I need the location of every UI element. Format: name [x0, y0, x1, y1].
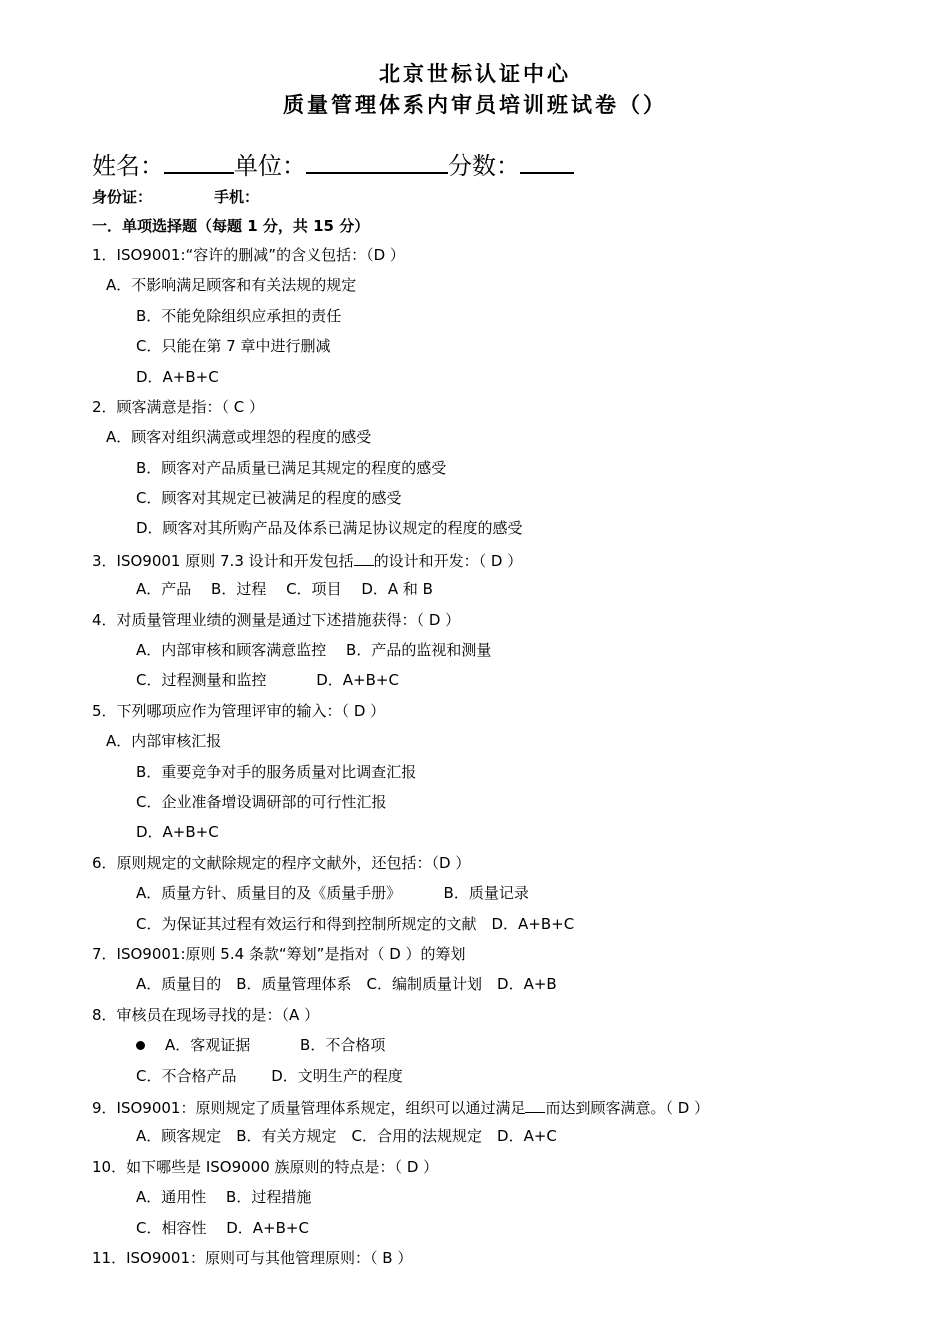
- option-line: A．质量方针、质量目的及《质量手册》 B．质量记录: [136, 884, 529, 902]
- phone-label: 手机：: [214, 188, 260, 206]
- option-line: B．重要竞争对手的服务质量对比调查汇报: [136, 763, 417, 781]
- question-8: 8．审核员在现场寻找的是：（A ）: [92, 1006, 320, 1024]
- option-line: D．A+B+C: [136, 823, 219, 841]
- option-line: A．顾客规定 B．有关方规定 C．合用的法规规定 D．A+C: [136, 1127, 557, 1145]
- id-phone-line: [92, 186, 259, 207]
- question-9: 9．ISO9001：原则规定了质量管理体系规定，组织可以通过满足 而达到顾客满意。（ D ）: [92, 1099, 710, 1117]
- doc-title-exam: 质量管理体系内审员培训班试卷（）: [283, 92, 667, 117]
- option-line: A．不影响满足顾客和有关法规的规定: [106, 276, 357, 294]
- option-line: A．内部审核和顾客满意监控 B．产品的监视和测量: [136, 641, 492, 659]
- option-line: A．质量目的 B．质量管理体系 C．编制质量计划 D．A+B: [136, 975, 557, 993]
- unit-blank[interactable]: [306, 150, 448, 174]
- option-line: C．只能在第 7 章中进行删减: [136, 337, 331, 355]
- fill-blank: [525, 1097, 545, 1113]
- question-1: 1．ISO9001:“容许的删减”的含义包括：（D ）: [92, 246, 405, 264]
- question-4: 4．对质量管理业绩的测量是通过下述措施获得：（ D ）: [92, 611, 461, 629]
- fill-blank: [354, 550, 374, 566]
- score-blank[interactable]: [520, 150, 574, 174]
- name-label: 姓名：: [92, 152, 164, 180]
- bullet-icon: [136, 1041, 145, 1050]
- option-line: C．为保证其过程有效运行和得到控制所规定的文献 D．A+B+C: [136, 915, 575, 933]
- option-line: C．相容性 D．A+B+C: [136, 1219, 309, 1237]
- option-line: C．顾客对其规定已被满足的程度的感受: [136, 489, 402, 507]
- question-2: 2．顾客满意是指：（ C ）: [92, 398, 265, 416]
- question-3: 3．ISO9001 原则 7.3 设计和开发包括 的设计和开发：（ D ）: [92, 552, 523, 570]
- question-6: 6．原则规定的文献除规定的程序文献外，还包括：（D ）: [92, 854, 471, 872]
- option-line: C．过程测量和监控 D．A+B+C: [136, 671, 399, 689]
- option-line: A．通用性 B．过程措施: [136, 1188, 312, 1206]
- option-line: D．A+B+C: [136, 368, 219, 386]
- question-11: 11．ISO9001：原则可与其他管理原则：（ B ）: [92, 1249, 413, 1267]
- option-line: A．客观证据 B．不合格项: [136, 1036, 385, 1054]
- option-line: A．顾客对组织满意或埋怨的程度的感受: [106, 428, 372, 446]
- option-line: D．顾客对其所购产品及体系已满足协议规定的程度的感受: [136, 519, 523, 537]
- option-line: C．企业准备增设调研部的可行性汇报: [136, 793, 387, 811]
- question-10: 10．如下哪些是 ISO9000 族原则的特点是：（ D ）: [92, 1158, 439, 1176]
- option-line: B．不能免除组织应承担的责任: [136, 307, 342, 325]
- option-line: A．产品 B．过程 C．项目 D．A 和 B: [136, 580, 433, 598]
- info-line: [92, 150, 574, 181]
- id-label: 身份证：: [92, 188, 153, 206]
- unit-label: 单位：: [234, 152, 306, 180]
- question-7: 7．ISO9001:原则 5.4 条款“筹划”是指对（ D ）的筹划: [92, 945, 466, 963]
- doc-title-org: 北京世标认证中心: [379, 61, 571, 86]
- option-line: C．不合格产品 D．文明生产的程度: [136, 1067, 403, 1085]
- name-blank[interactable]: [164, 150, 234, 174]
- score-label: 分数：: [448, 152, 520, 180]
- section-heading: 一．单项选择题（每题 1 分，共 15 分）: [92, 217, 370, 235]
- question-5: 5．下列哪项应作为管理评审的输入：（ D ）: [92, 702, 386, 720]
- option-line: B．顾客对产品质量已满足其规定的程度的感受: [136, 459, 447, 477]
- option-line: A．内部审核汇报: [106, 732, 222, 750]
